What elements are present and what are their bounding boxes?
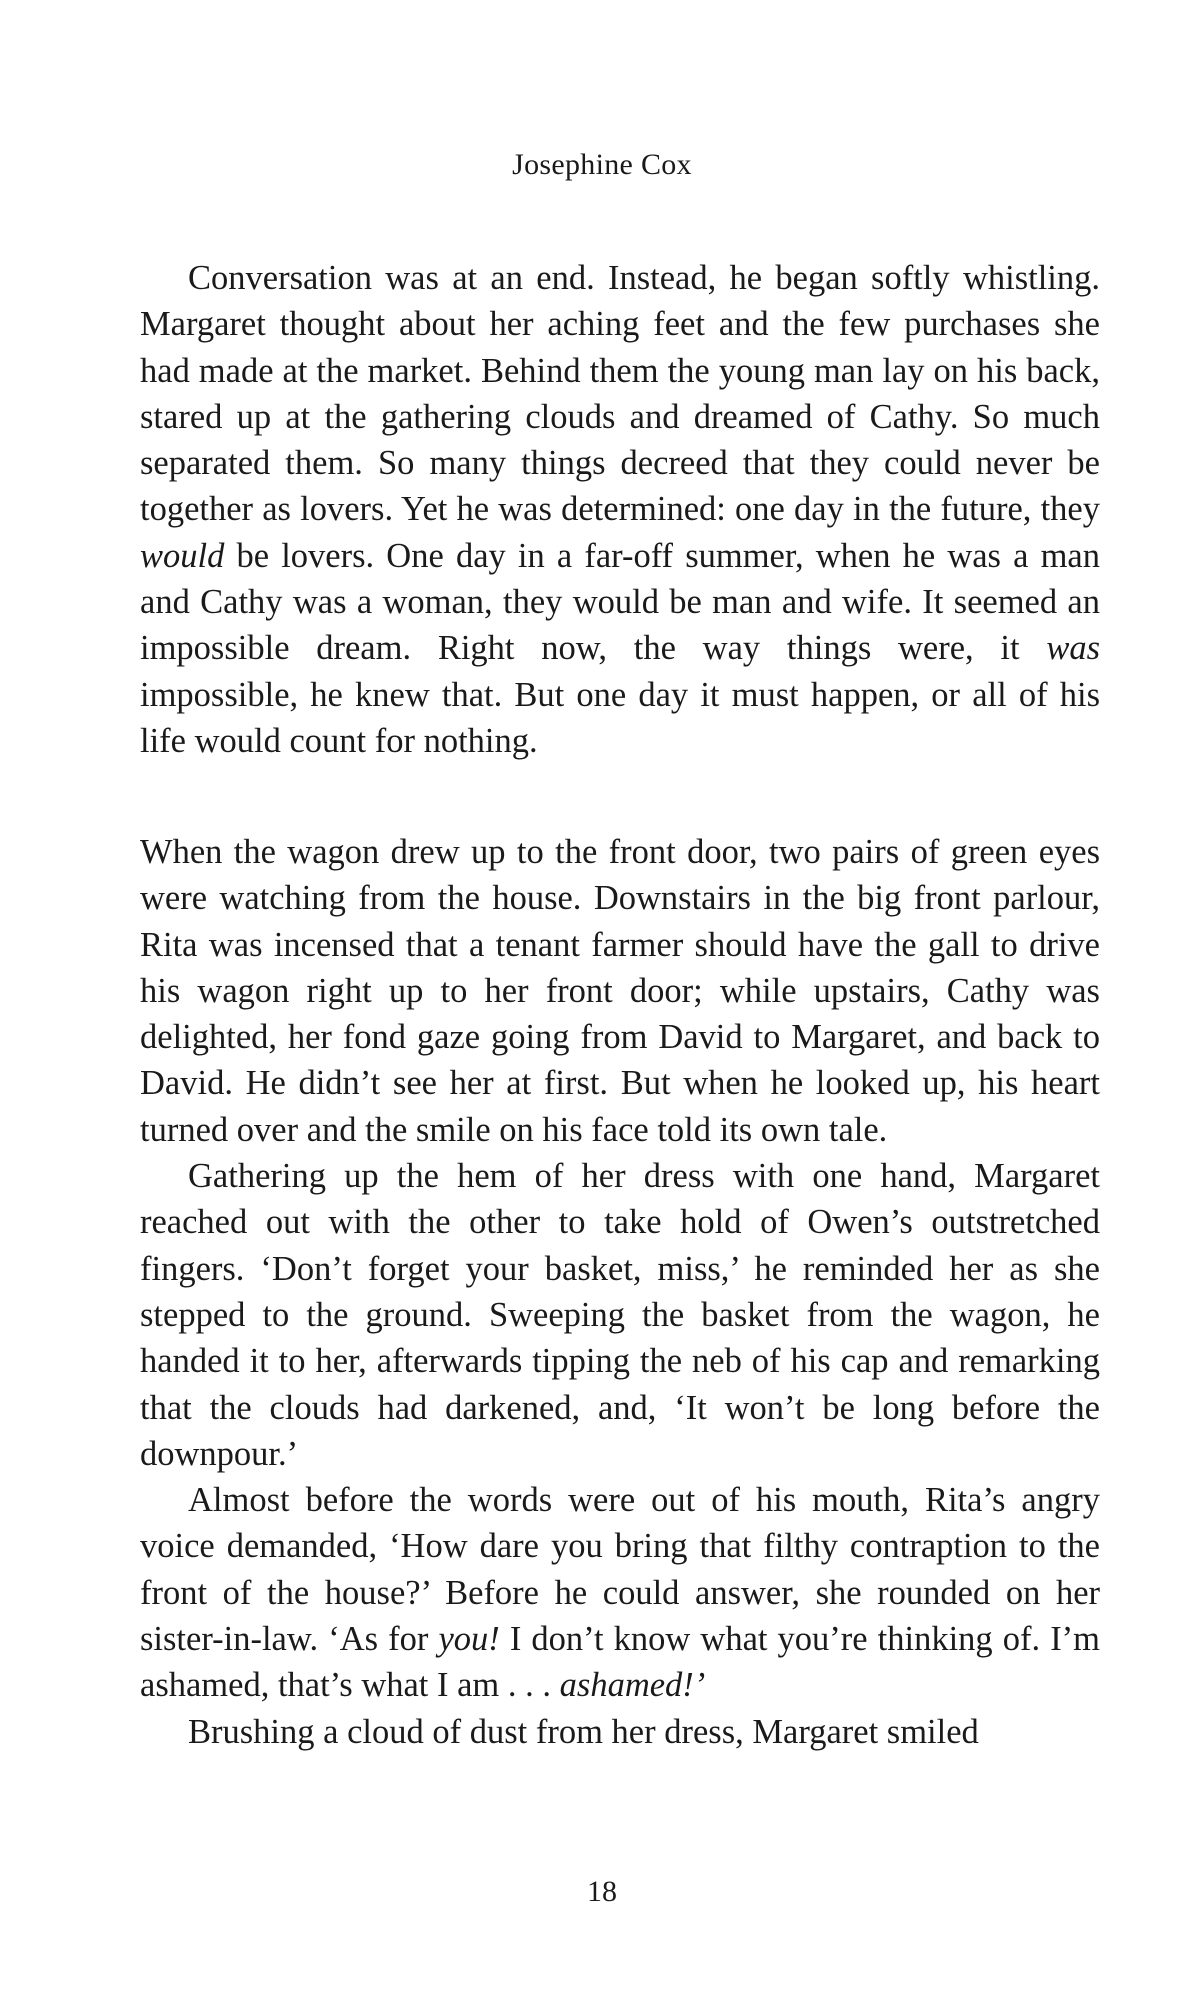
running-header: Josephine Cox: [512, 148, 692, 181]
section-one: [140, 255, 1100, 764]
paragraph: [140, 829, 1100, 1153]
paragraph: [140, 255, 1100, 764]
text-run: When the wagon drew up to the front door, two pairs of green eyes were watching from the house. Downstairs in the big front parlour, Rita was incensed that a tenant farmer should have the gall to drive his wagon right up to her front door; while upstairs, Cathy was delighted, her fond gaze going from David to Margaret, and back to David. He didn’t see her at first. But when he looked up, his heart turned over and the smile on his face told its own tale.: [140, 833, 1100, 1149]
italic-run: would: [140, 536, 225, 575]
text-run: impossible, he knew that. But one day it must happen, or all of his life would count for nothing.: [140, 675, 1100, 760]
italic-run: was: [1046, 629, 1100, 668]
paragraph: [140, 1153, 1100, 1477]
section-two: [140, 829, 1100, 1755]
text-run: Gathering up the hem of her dress with one hand, Margaret reached out with the other to take hold of Owen’s outstretched fingers. ‘Don’t forget your basket, miss,’ he reminded her as she stepped to the ground. Sweeping the basket from the wagon, he handed it to her, afterwards tipping the neb of his cap and remarking that the clouds had darkened, and, ‘It won’t be long before the downpour.’: [140, 1157, 1100, 1473]
italic-run: ashamed!’: [559, 1666, 706, 1705]
italic-run: you!: [438, 1620, 500, 1659]
page-number: 18: [587, 1875, 617, 1908]
text-run: be lovers. One day in a far-off summer, when he was a man and Cathy was a woman, they would be man and wife. It seemed an impossible dream. Right now, the way things were, it: [140, 536, 1100, 668]
text-run: Brushing a cloud of dust from her dress, Margaret smiled: [188, 1712, 979, 1751]
text-run: I don’t know what you’re thinking of. I’m ashamed, that’s what I am . . .: [140, 1620, 1101, 1705]
paragraph: [140, 1477, 1100, 1708]
text-run: Almost before the words were out of his mouth, Rita’s angry voice demanded, ‘How dare you bring that filthy contraption to the front of the house?’ Before he could answer, she rounded on her sister-in-law. ‘As for: [140, 1481, 1100, 1659]
text-run: Conversation was at an end. Instead, he began softly whistling. Margaret thought about her aching feet and the few purchases she had made at the market. Behind them the young man lay on his back, stared up at the gathering clouds and dreamed of Cathy. So much separated them. So many things decreed that they could never be together as lovers. Yet he was determined: one day in the future, they: [140, 259, 1100, 529]
paragraph: [140, 1709, 1100, 1755]
